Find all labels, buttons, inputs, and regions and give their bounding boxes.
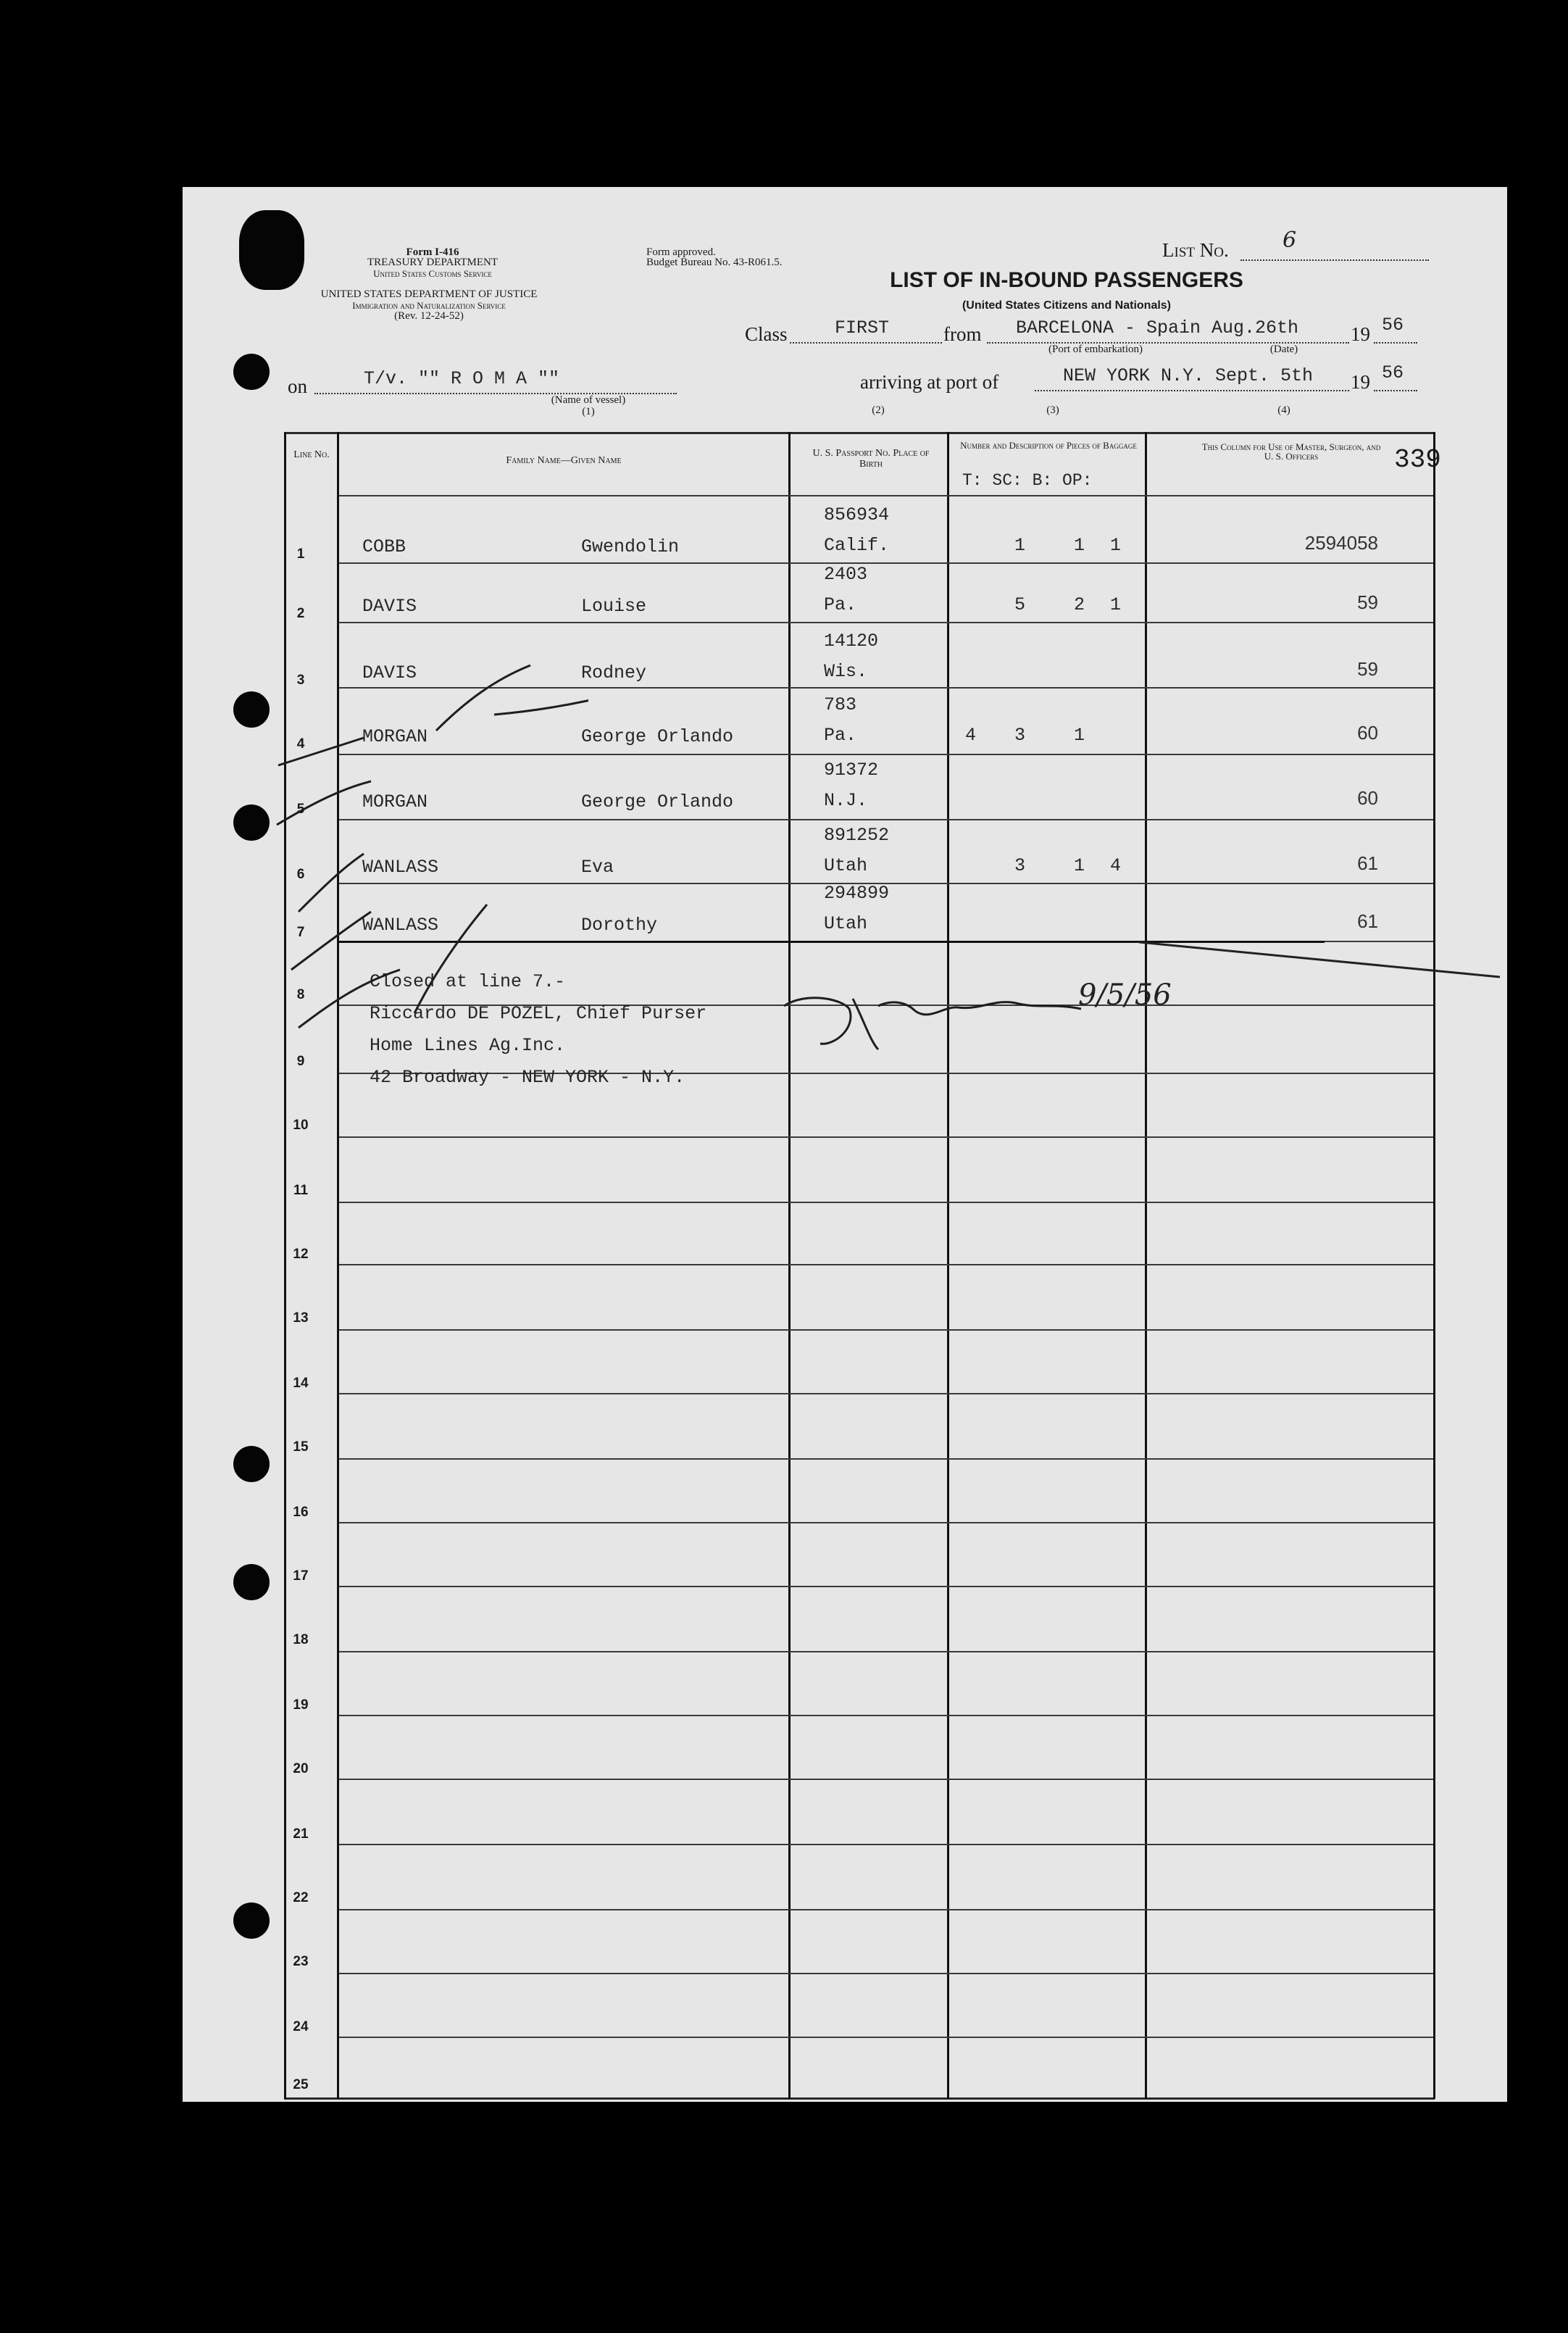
binder-hole xyxy=(233,691,270,728)
vessel-caption: (Name of vessel) xyxy=(551,394,626,406)
caption-1: (1) xyxy=(582,406,595,417)
passport-number: 783 xyxy=(824,694,857,715)
line-number: 1 xyxy=(296,546,305,562)
row-rule xyxy=(339,1202,1433,1203)
baggage-other: 4 xyxy=(1110,855,1122,876)
class-label: Class xyxy=(745,323,788,345)
row-rule xyxy=(339,1715,1433,1716)
family-name: MORGAN xyxy=(362,726,428,747)
signature-date: 9/5/56 xyxy=(1078,978,1172,1012)
list-no-underline xyxy=(1240,259,1429,261)
torn-corner xyxy=(239,210,304,290)
officer-notation: 61 xyxy=(1357,852,1378,874)
baggage-suitcases: 5 xyxy=(1014,594,1026,615)
given-name: Rodney xyxy=(581,662,647,683)
form-subtitle: (United States Citizens and Nationals) xyxy=(962,299,1172,312)
line-number: 8 xyxy=(296,987,305,1002)
line-number: 4 xyxy=(296,736,305,752)
line-number: 12 xyxy=(293,1247,309,1262)
row-rule xyxy=(339,1779,1433,1780)
baggage-other: 1 xyxy=(1110,535,1122,556)
from-value: BARCELONA - Spain Aug.26th xyxy=(1016,317,1299,338)
from-label: from xyxy=(943,323,982,345)
closing-line-4: 42 Broadway - NEW YORK - N.Y. xyxy=(370,1067,685,1088)
passport-number: 294899 xyxy=(824,883,890,904)
header-baggage-types: T: SC: B: OP: xyxy=(962,471,1093,490)
binder-hole xyxy=(233,1902,270,1939)
place-of-birth: Pa. xyxy=(824,594,857,615)
passport-number: 91372 xyxy=(824,760,879,781)
row-rule xyxy=(339,2037,1433,2038)
line-number: 17 xyxy=(293,1568,309,1584)
given-name: Dorothy xyxy=(581,915,658,936)
officer-notation: 61 xyxy=(1357,910,1378,932)
class-value: FIRST xyxy=(835,317,890,338)
row-rule xyxy=(339,1651,1433,1652)
line-number: 7 xyxy=(296,925,305,940)
table-top-border xyxy=(284,432,1435,434)
arrival-value: NEW YORK N.Y. Sept. 5th xyxy=(1063,365,1314,386)
binder-hole xyxy=(233,1446,270,1482)
line-number: 20 xyxy=(293,1761,309,1776)
family-name: COBB xyxy=(362,536,406,557)
place-of-birth: Utah xyxy=(824,855,868,876)
place-of-birth: Wis. xyxy=(824,661,868,682)
binder-hole xyxy=(233,354,270,390)
officer-notation: 59 xyxy=(1357,591,1378,613)
on-label: on xyxy=(288,375,307,397)
ins-service: Immigration and Naturalization Service xyxy=(352,300,506,311)
officer-notation: 59 xyxy=(1357,658,1378,680)
place-of-birth: N.J. xyxy=(824,790,868,811)
pen-check-marks xyxy=(183,506,588,1100)
baggage-trunks: 4 xyxy=(965,725,977,746)
form-page xyxy=(183,187,1507,2102)
caption-4: (4) xyxy=(1277,404,1290,416)
family-name: WANLASS xyxy=(362,857,439,878)
row-rule xyxy=(339,1393,1433,1394)
vessel-name: T/v. "" R O M A "" xyxy=(364,368,560,389)
header-passport: U. S. Passport No. Place of Birth xyxy=(812,448,930,470)
list-no-label: List No. xyxy=(1162,239,1229,261)
line-number: 14 xyxy=(293,1376,309,1391)
page-number: 339 xyxy=(1394,445,1441,475)
family-name: DAVIS xyxy=(362,662,417,683)
line-number: 25 xyxy=(293,2077,309,2092)
treasury-dept: TREASURY DEPARTMENT xyxy=(367,257,499,268)
passport-number: 891252 xyxy=(824,825,890,846)
baggage-suitcases: 1 xyxy=(1014,535,1026,556)
caption-2: (2) xyxy=(872,404,885,416)
table-right-border xyxy=(1433,432,1435,2099)
row-rule xyxy=(339,1522,1433,1523)
place-of-birth: Pa. xyxy=(824,725,857,746)
header-name: Family Name—Given Name xyxy=(506,455,622,466)
justice-dept: UNITED STATES DEPARTMENT OF JUSTICE xyxy=(320,288,538,300)
officer-notation: 60 xyxy=(1357,722,1378,744)
row-rule xyxy=(339,1909,1433,1910)
list-no-value: 6 xyxy=(1283,228,1297,253)
line-number: 6 xyxy=(296,867,305,882)
arrival-underline xyxy=(1035,390,1349,391)
family-name: DAVIS xyxy=(362,596,417,617)
line-number: 2 xyxy=(296,606,305,621)
baggage-bags: 1 xyxy=(1074,725,1085,746)
closing-line-1: Closed at line 7.- xyxy=(370,971,566,992)
form-number: Form I-416 xyxy=(406,246,459,258)
row-rule xyxy=(339,1973,1433,1974)
officer-signature xyxy=(762,977,1110,1057)
line-number: 16 xyxy=(293,1505,309,1520)
year-underline-2 xyxy=(1374,390,1417,391)
place-of-birth: Utah xyxy=(824,913,868,934)
line-number: 5 xyxy=(296,802,305,817)
row-rule xyxy=(339,1458,1433,1460)
year-prefix-2: 19 xyxy=(1351,371,1370,393)
row-rule xyxy=(339,1136,1433,1138)
port-embarkation-caption: (Port of embarkation) xyxy=(1048,344,1143,355)
row-rule xyxy=(339,1586,1433,1587)
closing-line-2: Riccardo DE POZEL, Chief Purser xyxy=(370,1003,707,1024)
row-rule xyxy=(339,1844,1433,1845)
table-bottom-border xyxy=(284,2097,1435,2100)
given-name: George Orlando xyxy=(581,791,734,812)
line-number: 13 xyxy=(293,1310,309,1326)
revision: (Rev. 12-24-52) xyxy=(394,310,464,322)
closing-line-3: Home Lines Ag.Inc. xyxy=(370,1035,566,1056)
baggage-bags: 1 xyxy=(1074,535,1085,556)
given-name: Eva xyxy=(581,857,614,878)
form-title: LIST OF IN-BOUND PASSENGERS xyxy=(890,268,1243,292)
baggage-suitcases: 3 xyxy=(1014,725,1026,746)
baggage-bags: 1 xyxy=(1074,855,1085,876)
col-divider-passport xyxy=(947,432,949,2099)
line-number: 3 xyxy=(296,673,305,688)
year-prefix-1: 19 xyxy=(1351,323,1370,345)
col-divider-name xyxy=(788,432,791,2099)
family-name: WANLASS xyxy=(362,915,439,936)
line-number: 23 xyxy=(293,1954,309,1969)
header-baggage: Number and Description of Pieces of Baggage xyxy=(960,440,1137,451)
budget-bureau: Budget Bureau No. 43-R061.5. xyxy=(646,257,783,268)
passport-number: 14120 xyxy=(824,631,879,652)
baggage-other: 1 xyxy=(1110,594,1122,615)
officer-notation: 2594058 xyxy=(1304,532,1378,554)
year-underline-1 xyxy=(1374,342,1417,344)
officer-notation: 60 xyxy=(1357,787,1378,809)
line-number: 10 xyxy=(293,1118,309,1133)
class-underline xyxy=(790,342,942,344)
binder-hole xyxy=(233,804,270,841)
passport-number: 2403 xyxy=(824,564,868,585)
date-caption: (Date) xyxy=(1269,344,1298,355)
header-line-no: Line No. xyxy=(293,449,330,460)
form-approved: Form approved. xyxy=(646,246,716,258)
line-number: 24 xyxy=(293,2019,309,2034)
given-name: George Orlando xyxy=(581,726,734,747)
closing-stroke xyxy=(1139,933,1501,991)
baggage-bags: 2 xyxy=(1074,594,1085,615)
family-name: MORGAN xyxy=(362,791,428,812)
binder-hole xyxy=(233,1564,270,1600)
year-value-2: 56 xyxy=(1382,362,1404,383)
given-name: Louise xyxy=(581,596,647,617)
row-rule xyxy=(339,495,1433,496)
line-number: 19 xyxy=(293,1697,309,1713)
baggage-suitcases: 3 xyxy=(1014,855,1026,876)
line-number: 22 xyxy=(293,1890,309,1905)
line-number: 21 xyxy=(293,1826,309,1842)
customs-service: United States Customs Service xyxy=(373,268,492,279)
col-divider-baggage xyxy=(1145,432,1147,2099)
line-number: 11 xyxy=(293,1183,309,1198)
place-of-birth: Calif. xyxy=(824,535,890,556)
given-name: Gwendolin xyxy=(581,536,680,557)
row-rule xyxy=(339,1329,1433,1331)
passport-number: 856934 xyxy=(824,504,890,525)
arriving-label: arriving at port of xyxy=(860,371,999,393)
row-rule xyxy=(339,1264,1433,1265)
line-number: 15 xyxy=(293,1439,309,1455)
caption-3: (3) xyxy=(1046,404,1059,416)
year-value-1: 56 xyxy=(1382,315,1404,336)
line-number: 9 xyxy=(296,1054,305,1069)
line-number: 18 xyxy=(293,1632,309,1647)
header-officers: This Column for Use of Master, Surgeon, and U. S. Officers xyxy=(1201,441,1381,462)
